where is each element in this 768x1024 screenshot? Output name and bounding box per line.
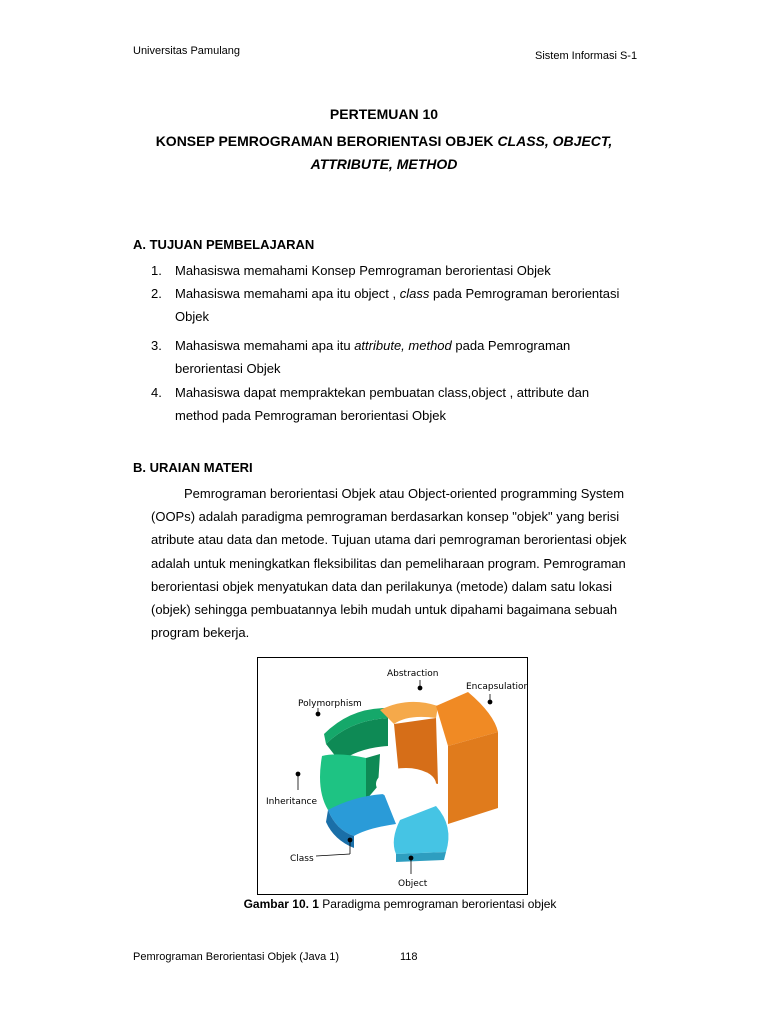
paragraph-line: (objek) sehingga pembuatannya lebih mudah untuk dipahami bagaimana sebuah xyxy=(151,601,618,617)
oop-diagram-figure xyxy=(257,657,528,895)
list-text: Mahasiswa memahami apa itu object , class pada Pemrograman berorientasi Objek xyxy=(175,286,620,324)
body-paragraph xyxy=(151,482,635,644)
diagram-center xyxy=(376,768,436,800)
class-label: Class xyxy=(290,854,314,864)
list-item xyxy=(151,334,651,380)
list-text: Mahasiswa memahami apa itu attribute, method pada Pemrograman berorientasi Objek xyxy=(175,338,571,376)
object-segment xyxy=(394,806,449,854)
subtitle-italic: CLASS, OBJECT, xyxy=(497,133,613,149)
encapsulation-label: Encapsulation xyxy=(466,682,527,692)
object-label: Object xyxy=(398,879,428,889)
list-text: Mahasiswa memahami Konsep Pemrograman berorientasi Objek xyxy=(175,263,551,278)
subtitle-normal: KONSEP PEMROGRAMAN BERORIENTASI OBJEK xyxy=(155,133,498,149)
paragraph-line: atribute atau data dan metode. Tujuan utama dari pemrograman berorientasi objek xyxy=(151,532,627,548)
caption-text: Paradigma pemrograman berorientasi objek xyxy=(318,897,557,911)
encapsulation-side xyxy=(448,732,498,824)
oop-paradigm-diagram xyxy=(258,658,527,894)
figure-caption xyxy=(0,897,768,911)
page-subtitle-line2 xyxy=(0,155,768,173)
paragraph-line: Pemrograman berorientasi Objek atau Object-oriented programming System xyxy=(184,486,625,501)
list-text: Mahasiswa dapat mempraktekan pembuatan class,object , attribute dan method pada Pemrograman berorientasi Objek xyxy=(175,385,590,423)
inheritance-side xyxy=(366,754,380,800)
list-number: 4. xyxy=(151,385,162,400)
footer-left: Pemrograman Berorientasi Objek (Java 1) xyxy=(133,951,340,963)
page-subtitle-line1 xyxy=(0,132,768,150)
list-item xyxy=(151,381,651,427)
list-item xyxy=(151,259,651,282)
page-title: PERTEMUAN 10 xyxy=(329,106,439,122)
section-b-heading: B. URAIAN MATERI xyxy=(133,460,253,475)
header-left-sub xyxy=(133,54,243,60)
header-right: Sistem Informasi S-1 xyxy=(535,50,638,62)
list-number: 3. xyxy=(151,338,162,353)
inheritance-label: Inheritance xyxy=(266,797,318,807)
paragraph-line: (OOPs) adalah paradigma pemrograman berdasarkan konsep "objek" yang berisi xyxy=(151,509,620,525)
caption-number: Gambar 10. 1 xyxy=(243,897,319,911)
subtitle-italic-2: ATTRIBUTE, METHOD xyxy=(310,156,458,172)
paragraph-line: berorientasi objek menyatukan data dan perilakunya (metode) dalam satu lokasi xyxy=(151,578,613,594)
polymorphism-label: Polymorphism xyxy=(298,699,362,709)
header-left: Universitas Pamulang xyxy=(133,45,240,57)
section-a-heading: A. TUJUAN PEMBELAJARAN xyxy=(133,237,315,252)
paragraph-line: adalah untuk meningkatkan fleksibilitas dan pemeliharaan program. Pemrograman xyxy=(151,555,626,571)
paragraph-line: program bekerja. xyxy=(151,625,250,641)
abstraction-label: Abstraction xyxy=(387,669,439,679)
list-number: 2. xyxy=(151,286,162,301)
page-number: 118 xyxy=(400,951,418,963)
list-item xyxy=(151,282,651,328)
list-number: 1. xyxy=(151,263,162,278)
